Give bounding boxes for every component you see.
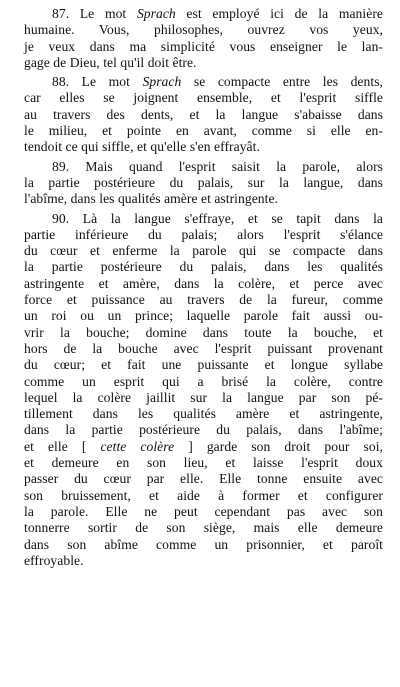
text-line: humaine. Vous, philosophes, ouvrez vos yeux, [24, 22, 383, 38]
text-line: tendoit ce qui siffle, et qu'elle s'en effrayât. [24, 139, 260, 155]
text-line: du cœur; et fait une puissante et longue syllabe [24, 357, 383, 373]
text-line: vrir la bouche; domine dans toute la bouche, et [24, 324, 383, 340]
text-line: hors de la bouche avec l'esprit puissant provenant [24, 340, 383, 356]
text-line: la partie postérieure du palais, sur la langue, dans [24, 174, 383, 190]
emphasis: Sprach [142, 74, 182, 90]
emphasis: Sprach [136, 6, 176, 21]
text-line: et demeure en son lieu, et laisse l'esprit doux [24, 455, 383, 471]
paragraph-89 [24, 159, 383, 208]
paragraph-88 [24, 74, 383, 155]
text-line: je veux dans ma simplicité vous enseigner le lan- [24, 38, 383, 54]
emphasis: cette colère [100, 438, 175, 454]
text-line: comme un esprit qui a brisé la colère, contre [24, 373, 383, 389]
text-line: astringente et amère, dans la colère, et perce avec [24, 275, 383, 291]
text-line: passer du cœur par elle. Elle tonne ensuite avec [24, 471, 383, 487]
text-line: la parole. Elle ne peut cependant pas avec son [24, 503, 383, 519]
text-line: du cœur et enferme la parole qui se compacte dans [24, 243, 383, 259]
text-line: dans la partie postérieure du palais, dans l'abîme; [24, 422, 383, 438]
text-line: la partie postérieure du palais, dans les qualités [24, 259, 383, 275]
text-line: car elles se joignent ensemble, et l'esprit siffle [24, 90, 383, 106]
text-line: gage de Dieu, tel qu'il doit être. [24, 54, 197, 70]
text-line: 87. Le mot Sprach est employé ici de la manière [52, 6, 383, 21]
text-line: lequel la colère jaillit sur la langue par son pé- [24, 389, 383, 405]
text-line: et elle [ cette colère ] garde son droit pour soi, [24, 438, 383, 454]
text-line: partie inférieure du palais; alors l'esprit s'élance [24, 226, 383, 242]
text-line: l'abîme, dans les qualités amère et astringente. [24, 191, 278, 207]
paragraph-90 [24, 211, 383, 570]
text-line: force et puissance au travers de la fureur, comme [24, 292, 383, 308]
text-line: 90. Là la langue s'effraye, et se tapit dans la [52, 210, 383, 226]
text-line: tonnerre sortir de son siège, mais elle demeure [24, 520, 383, 536]
text-line: un roi ou un prince; laquelle parole fait aussi ou- [24, 308, 383, 324]
text-line: le milieu, et pointe en avant, comme si elle en- [24, 123, 383, 139]
text-line: 88. Le mot Sprach se compacte entre les dents, [52, 74, 383, 90]
text-line: 89. Mais quand l'esprit saisit la parole, alors [52, 158, 383, 174]
text-line: au travers des dents, et la langue s'abaisse dans [24, 106, 383, 122]
text-line: effroyable. [24, 552, 84, 568]
text-line: tillement dans les qualités amère et astringente, [24, 406, 383, 422]
text-line: dans son abîme comme un prisonnier, et paroît [24, 536, 383, 552]
text-line: son bruissement, et aide à former et configurer [24, 487, 383, 503]
paragraph-87 [24, 6, 383, 71]
